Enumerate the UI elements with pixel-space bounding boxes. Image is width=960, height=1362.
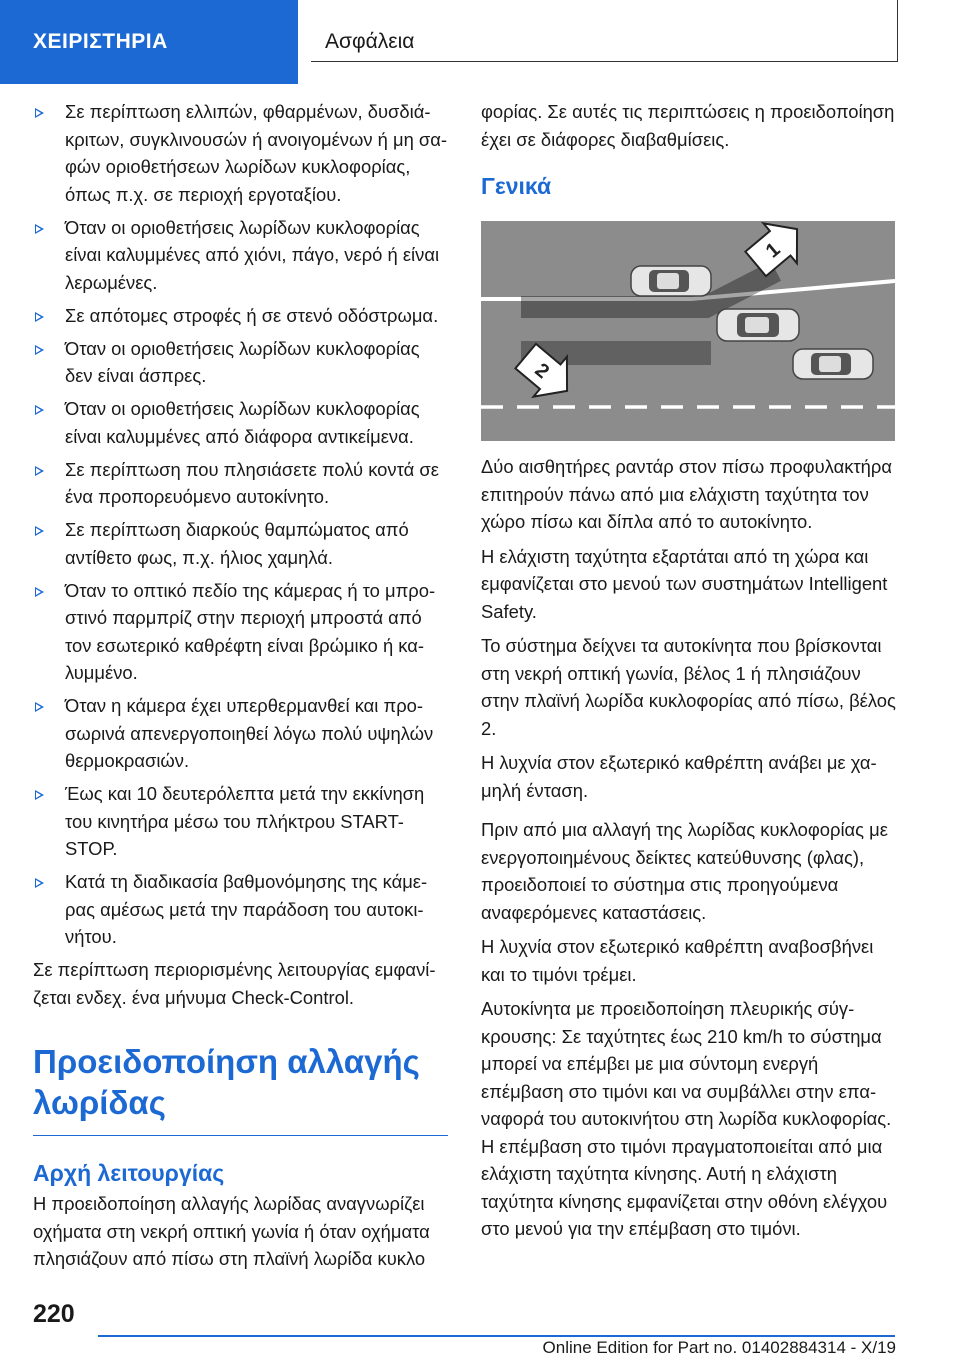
edition-footer: Online Edition for Part no. 01402884314 - X/19	[542, 1338, 896, 1357]
paragraph: Πριν από μια αλλαγή της λωρίδας κυκλοφορίας με ενεργοποιημένους δείκτες κατεύθυνσης (φλας), προειδοποιεί το σύστημα στις προηγούμενα αναφερόμενες καταστάσεις.	[481, 819, 888, 923]
paragraph: Η ελάχιστη ταχύτητα εξαρτάται από τη χώρα και εμφανίζεται στο μενού των συστημάτων Intelligent Safety.	[481, 545, 888, 622]
paragraph: Δύο αισθητήρες ραντάρ στον πίσω προφυλακτήρα επιτηρούν πάνω από μια ελάχιστη ταχύτητα τον χώρο πίσω και δίπλα από το αυτοκίνητο.	[481, 456, 892, 532]
list-item: Σε περίπτωση διαρκούς θαμπώματος από αντίθετο φως, π.χ. ήλιος χαμηλά.	[33, 516, 448, 571]
intro-continuation: φορίας. Σε αυτές τις περιπτώσεις η προειδοποίηση έχει σε διάφορες διαβαθμίσεις.	[481, 101, 895, 150]
lane-change-diagram	[481, 221, 895, 441]
list-item: Κατά τη διαδικασία βαθμονόμησης της κάμερας αμέσως μετά την παράδοση του αυτοκινήτου.	[33, 868, 448, 951]
page-number: 220	[33, 1300, 75, 1328]
car-icon	[717, 309, 799, 341]
triangle-bullet-icon	[35, 405, 44, 415]
svg-text:2: 2	[530, 359, 554, 384]
triangle-bullet-icon	[35, 878, 44, 888]
triangle-bullet-icon	[35, 108, 44, 118]
list-item: Όταν οι οριοθετήσεις λωρίδων κυκλοφορίας δεν είναι άσπρες.	[33, 335, 448, 390]
road-surface	[481, 221, 895, 441]
list-item: Σε περίπτωση ελλιπών, φθαρμένων, δυσδιάκριτων, συγκλινουσών ή ανοιγομένων ή μη σαφών οριοθετήσεων λωρίδων κυκλοφορίας, όπως π.χ. σε περιοχή εργοταξίου.	[33, 98, 448, 208]
triangle-bullet-icon	[35, 702, 44, 712]
list-item: Όταν το οπτικό πεδίο της κάμερας ή το μπροστινό παρμπρίζ στην περιοχή μπροστά από τον εσωτερικό καθρέφτη είναι βρώμικο ή καλυμμένο.	[33, 577, 448, 687]
general-title: Γενικά	[481, 173, 552, 199]
list-item: Σε περίπτωση που πλησιάσετε πολύ κοντά σε ένα προπορευόμενο αυτοκίνητο.	[33, 456, 448, 511]
list-item: Έως και 10 δευτερόλεπτα μετά την εκκίνηση του κινητήρα μέσω του πλήκτρου START-STOP.	[33, 780, 448, 863]
car-icon	[631, 266, 711, 296]
svg-text:1: 1	[761, 238, 785, 263]
triangle-bullet-icon	[35, 526, 44, 536]
list-item: Όταν οι οριοθετήσεις λωρίδων κυκλοφορίας είναι καλυμμένες από χιόνι, πάγο, νερό ή είναι λερωμένες.	[33, 214, 448, 297]
triangle-bullet-icon	[35, 790, 44, 800]
paragraph: Το σύστημα δείχνει τα αυτοκίνητα που βρίσκονται στη νεκρή οπτική γωνία, βέλος 1 ή πλησιάζουν στην πλαϊνή λωρίδα κυκλοφορίας από πίσω, βέλος 2.	[481, 635, 896, 739]
limitations-list	[33, 98, 448, 951]
triangle-bullet-icon	[35, 224, 44, 234]
list-item: Όταν οι οριοθετήσεις λωρίδων κυκλοφορίας είναι καλυμμένες από διάφορα αντικείμενα.	[33, 395, 448, 450]
left-column	[33, 98, 448, 1279]
intro-paragraph: Η προειδοποίηση αλλαγής λωρίδας αναγνωρίζει οχήματα στη νεκρή οπτική γωνία ή όταν οχήματα πλησιάζουν από πίσω στη πλαϊνή λωρίδα κυκλο	[33, 1193, 430, 1269]
triangle-bullet-icon	[35, 345, 44, 355]
paragraph: Η λυχνία στον εξωτερικό καθρέπτη ανάβει με χαμηλή ένταση.	[481, 752, 877, 801]
chapter-tab: ΧΕΙΡΙΣΤΗΡΙΑ	[0, 0, 298, 84]
right-column	[481, 98, 896, 1250]
list-item: Όταν η κάμερα έχει υπερθερμανθεί και προσωρινά απενεργοποιηθεί λόγω πολύ υψηλών θερμοκρασιών.	[33, 692, 448, 775]
paragraph: Η λυχνία στον εξωτερικό καθρέπτη αναβοσβήνει και το τιμόνι τρέμει.	[481, 936, 874, 985]
footer-divider	[98, 1335, 895, 1337]
triangle-bullet-icon	[35, 466, 44, 476]
check-control-note: Σε περίπτωση περιορισμένης λειτουργίας εμφανίζεται ενδεχ. ένα μήνυμα Check-Control.	[33, 959, 436, 1008]
section-title: Προειδοποίηση αλλαγής λωρίδας	[33, 1041, 448, 1136]
paragraph: Αυτοκίνητα με προειδοποίηση πλευρικής σύγκρουσης: Σε ταχύτητες έως 210 km/h το σύστημα μπορεί να επέμβει με μια σύντομη ενεργή επέμβαση στο τιμόνι και να συμβάλλει στην επαναφορά του αυτοκινήτου στη λωρίδα κυκλοφορίας. Η επέμβαση στο τιμόνι πραγματοποιείται από μια ελάχιστη ταχύτητα κίνησης. Αυτή η ελάχιστη ταχύτητα κίνησης εμφανίζεται στην οθόνη ελέγχου στο μενού για την επέμβαση στο τιμόνι.	[481, 998, 892, 1239]
triangle-bullet-icon	[35, 312, 44, 322]
list-item: Σε απότομες στροφές ή σε στενό οδόστρωμα.	[33, 302, 448, 330]
car-icon	[793, 349, 873, 379]
section-header: Ασφάλεια	[311, 0, 898, 62]
subsection-title: Αρχή λειτουργίας	[33, 1160, 225, 1186]
triangle-bullet-icon	[35, 587, 44, 597]
